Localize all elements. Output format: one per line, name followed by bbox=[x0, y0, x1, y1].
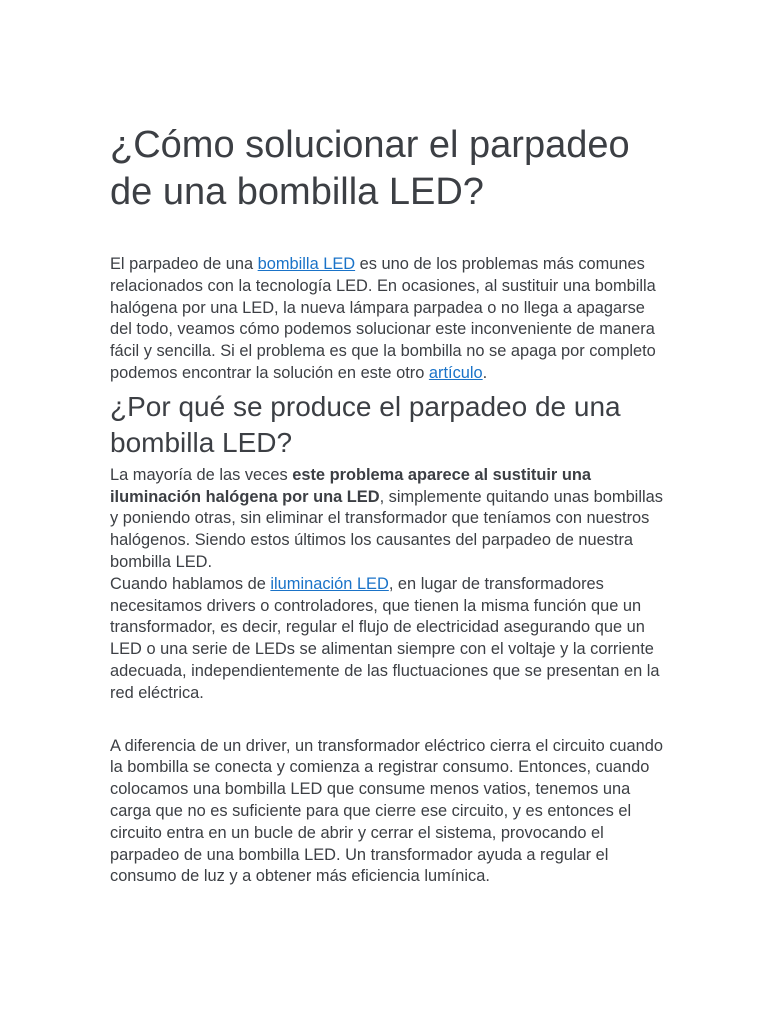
paragraph-drivers-end: , en lugar de transformadores necesitamos drivers o controladores, que tienen la misma función que un transformador, es decir, regular el flujo de electricidad asegurando que un LED o una serie de LEDs se alimentan siempre con el voltaje y la corriente adecuada, independientemente de las fluctuaciones que se presentan en la red eléctrica. bbox=[110, 574, 660, 702]
intro-text-start: El parpadeo de una bbox=[110, 255, 258, 273]
paragraph-spacer bbox=[110, 705, 668, 736]
paragraph-cause bbox=[110, 465, 668, 574]
intro-paragraph bbox=[110, 254, 668, 385]
paragraph-cause-bold: este problema aparece al sustituir una iluminación halógena por una LED bbox=[110, 465, 592, 506]
paragraph-transformer: A diferencia de un driver, un transformador eléctrico cierra el circuito cuando la bombilla se conecta y comienza a registrar consumo. Entonces, cuando colocamos una bombilla LED que consume menos vatios, tenemos una carga que no es suficiente para que cierre ese circuito, y es entonces el circuito entra en un bucle de abrir y cerrar el sistema, provocando el parpadeo de una bombilla LED. Un transformador ayuda a regular el consumo de luz y a obtener más eficiencia lumínica. bbox=[110, 736, 664, 886]
section-heading: ¿Por qué se produce el parpadeo de una bombilla LED? bbox=[110, 390, 621, 458]
paragraph-cause-end: , simplemente quitando unas bombillas y poniendo otras, sin eliminar el transformador que teníamos con nuestros halógenos. Siendo estos últimos los causantes del parpadeo de nuestra bombilla LED. bbox=[110, 487, 663, 571]
intro-text-middle: es uno de los problemas más comunes relacionados con la tecnología LED. En ocasiones, al sustituir una bombilla halógena por una LED, la nueva lámpara parpadea o no llega a apagarse del todo, veamos cómo podemos solucionar este inconveniente de manera fácil y sencilla. Si el problema es que la bombilla no se apaga por completo podemos encontrar la solución en este otro bbox=[110, 255, 656, 382]
page-title: ¿Cómo solucionar el parpadeo de una bombilla LED? bbox=[110, 124, 630, 213]
iluminacion-led-link[interactable]: iluminación LED bbox=[270, 574, 389, 593]
articulo-link[interactable]: artículo bbox=[428, 363, 483, 382]
paragraph-drivers bbox=[110, 574, 668, 705]
intro-text-end: . bbox=[482, 363, 488, 382]
paragraph-drivers-start: Cuando hablamos de bbox=[110, 574, 271, 593]
bombilla-led-link[interactable]: bombilla LED bbox=[257, 255, 356, 273]
paragraph-cause-start: La mayoría de las veces bbox=[110, 465, 293, 484]
